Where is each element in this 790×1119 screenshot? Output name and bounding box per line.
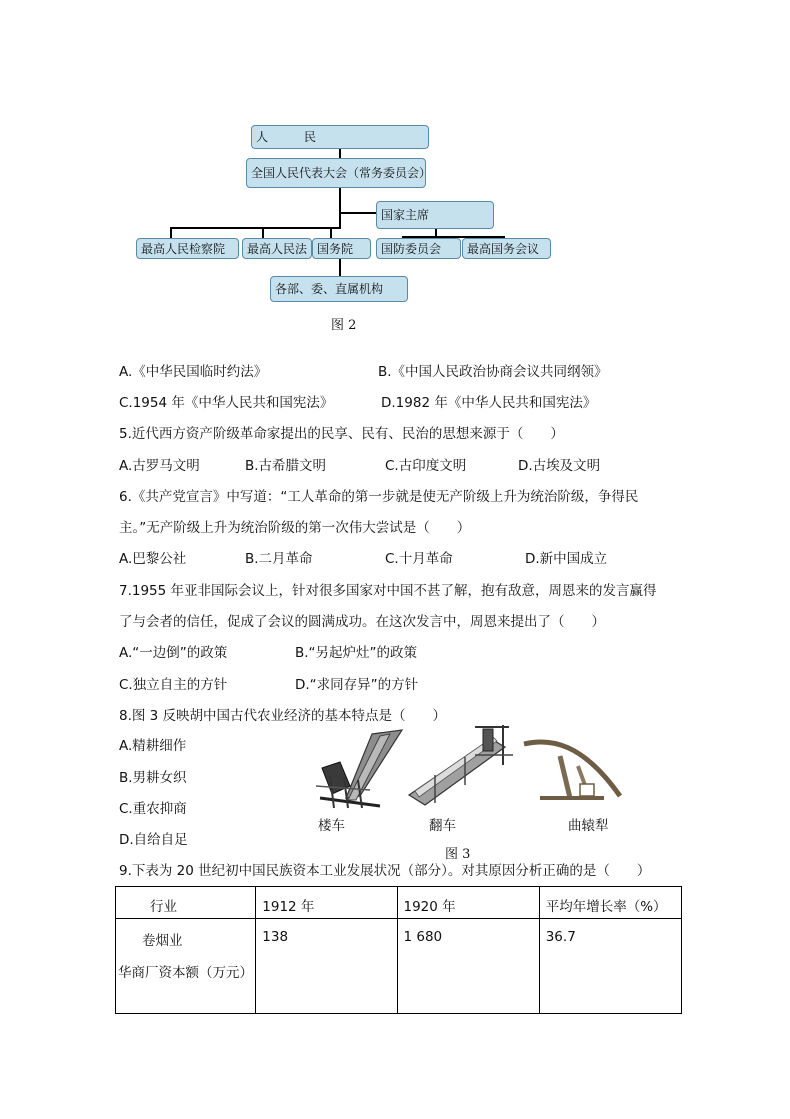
figure-3-caption: 图 3	[445, 847, 471, 862]
q8-option-c: C.重农抑商	[119, 801, 187, 817]
connector	[339, 259, 341, 277]
node-president: 国家主席	[376, 201, 494, 229]
node-court: 最高人民法	[242, 238, 312, 259]
q6-stem-line2: 主。”无产阶级上升为统治阶级的第一次伟大尝试是（ ）	[119, 520, 471, 536]
q5-option-a: A.古罗马文明	[119, 458, 200, 474]
connector	[339, 212, 377, 214]
q7-option-b: B.“另起炉灶”的政策	[295, 645, 418, 661]
q8-option-b: B.男耕女织	[119, 770, 187, 786]
q9-stem: 9.下表为 20 世纪初中国民族资本工业发展状况（部分）。对其原因分析正确的是（ ）	[119, 863, 651, 879]
q7-stem-line2: 了与会者的信任，促成了会议的圆满成功。在这次发言中，周恩来提出了（ ）	[119, 614, 605, 630]
q6-option-d: D.新中国成立	[525, 551, 608, 567]
node-procuratorate: 最高人民检察院	[136, 238, 239, 259]
q5-stem: 5.近代西方资产阶级革命家提出的民享、民有、民治的思想来源于（ ）	[119, 426, 564, 442]
q5-option-c: C.古印度文明	[385, 458, 467, 474]
q6-option-b: B.二月革命	[245, 551, 313, 567]
q8-stem: 8.图 3 反映胡中国古代农业经济的基本特点是（ ）	[119, 708, 447, 724]
q9-data-table	[115, 886, 682, 1014]
q7-option-d: D.“求同存异”的方针	[295, 677, 419, 693]
table-header-cell: 行业	[150, 899, 177, 915]
node-people: 人 民	[251, 125, 429, 149]
drill-sower-illustration	[310, 728, 405, 810]
table-row	[116, 919, 682, 1014]
q8-image-label-3: 曲辕犁	[568, 818, 609, 834]
table-header-cell: 平均年增长率（%）	[545, 899, 667, 915]
node-ministries: 各部、委、直属机构	[270, 276, 408, 302]
node-state-council: 国务院	[312, 238, 371, 259]
q7-option-c: C.独立自主的方针	[119, 677, 228, 693]
table-header-row	[116, 887, 682, 919]
node-npc: 全国人民代表大会（常务委员会）	[246, 158, 426, 188]
q4-option-a: A.《中华民国临时约法》	[119, 364, 268, 380]
industry-metric: 华商厂资本额（万元）	[118, 965, 253, 981]
q4-option-d: D.1982 年《中华人民共和国宪法》	[381, 395, 597, 411]
table-cell: 1 680	[403, 929, 443, 945]
connector	[339, 188, 341, 228]
curved-plough-illustration	[520, 738, 622, 806]
q8-image-label-1: 楼车	[318, 818, 345, 834]
q5-option-d: D.古埃及文明	[518, 458, 601, 474]
q5-option-b: B.古希腊文明	[245, 458, 327, 474]
table-cell: 138	[262, 929, 289, 945]
q6-stem-line1: 6.《共产党宣言》中写道：“工人革命的第一步就是使无产阶级上升为统治阶级，争得民	[119, 489, 639, 505]
industry-name: 卷烟业	[142, 933, 183, 949]
q4-option-c: C.1954 年《中华人民共和国宪法》	[119, 395, 334, 411]
node-supreme-state: 最高国务会议	[462, 238, 551, 259]
q7-stem-line1: 7.1955 年亚非国际会议上，针对很多国家对中国不甚了解，抱有敌意，周恩来的发言赢得	[119, 583, 657, 599]
table-header-cell: 1912 年	[262, 899, 315, 915]
table-header-cell: 1920 年	[403, 899, 456, 915]
q6-option-a: A.巴黎公社	[119, 551, 187, 567]
figure-2-caption: 图 2	[331, 318, 357, 333]
node-defense: 国防委员会	[376, 238, 461, 259]
q7-option-a: A.“一边倒”的政策	[119, 645, 228, 661]
q6-option-c: C.十月革命	[385, 551, 453, 567]
connector	[170, 227, 341, 229]
q8-image-label-2: 翻车	[429, 818, 456, 834]
q4-option-b: B.《中国人民政治协商会议共同纲领》	[378, 364, 608, 380]
chain-pump-illustration	[405, 725, 515, 807]
q8-option-d: D.自给自足	[119, 832, 188, 848]
table-cell: 36.7	[545, 929, 576, 945]
q8-option-a: A.精耕细作	[119, 738, 187, 754]
